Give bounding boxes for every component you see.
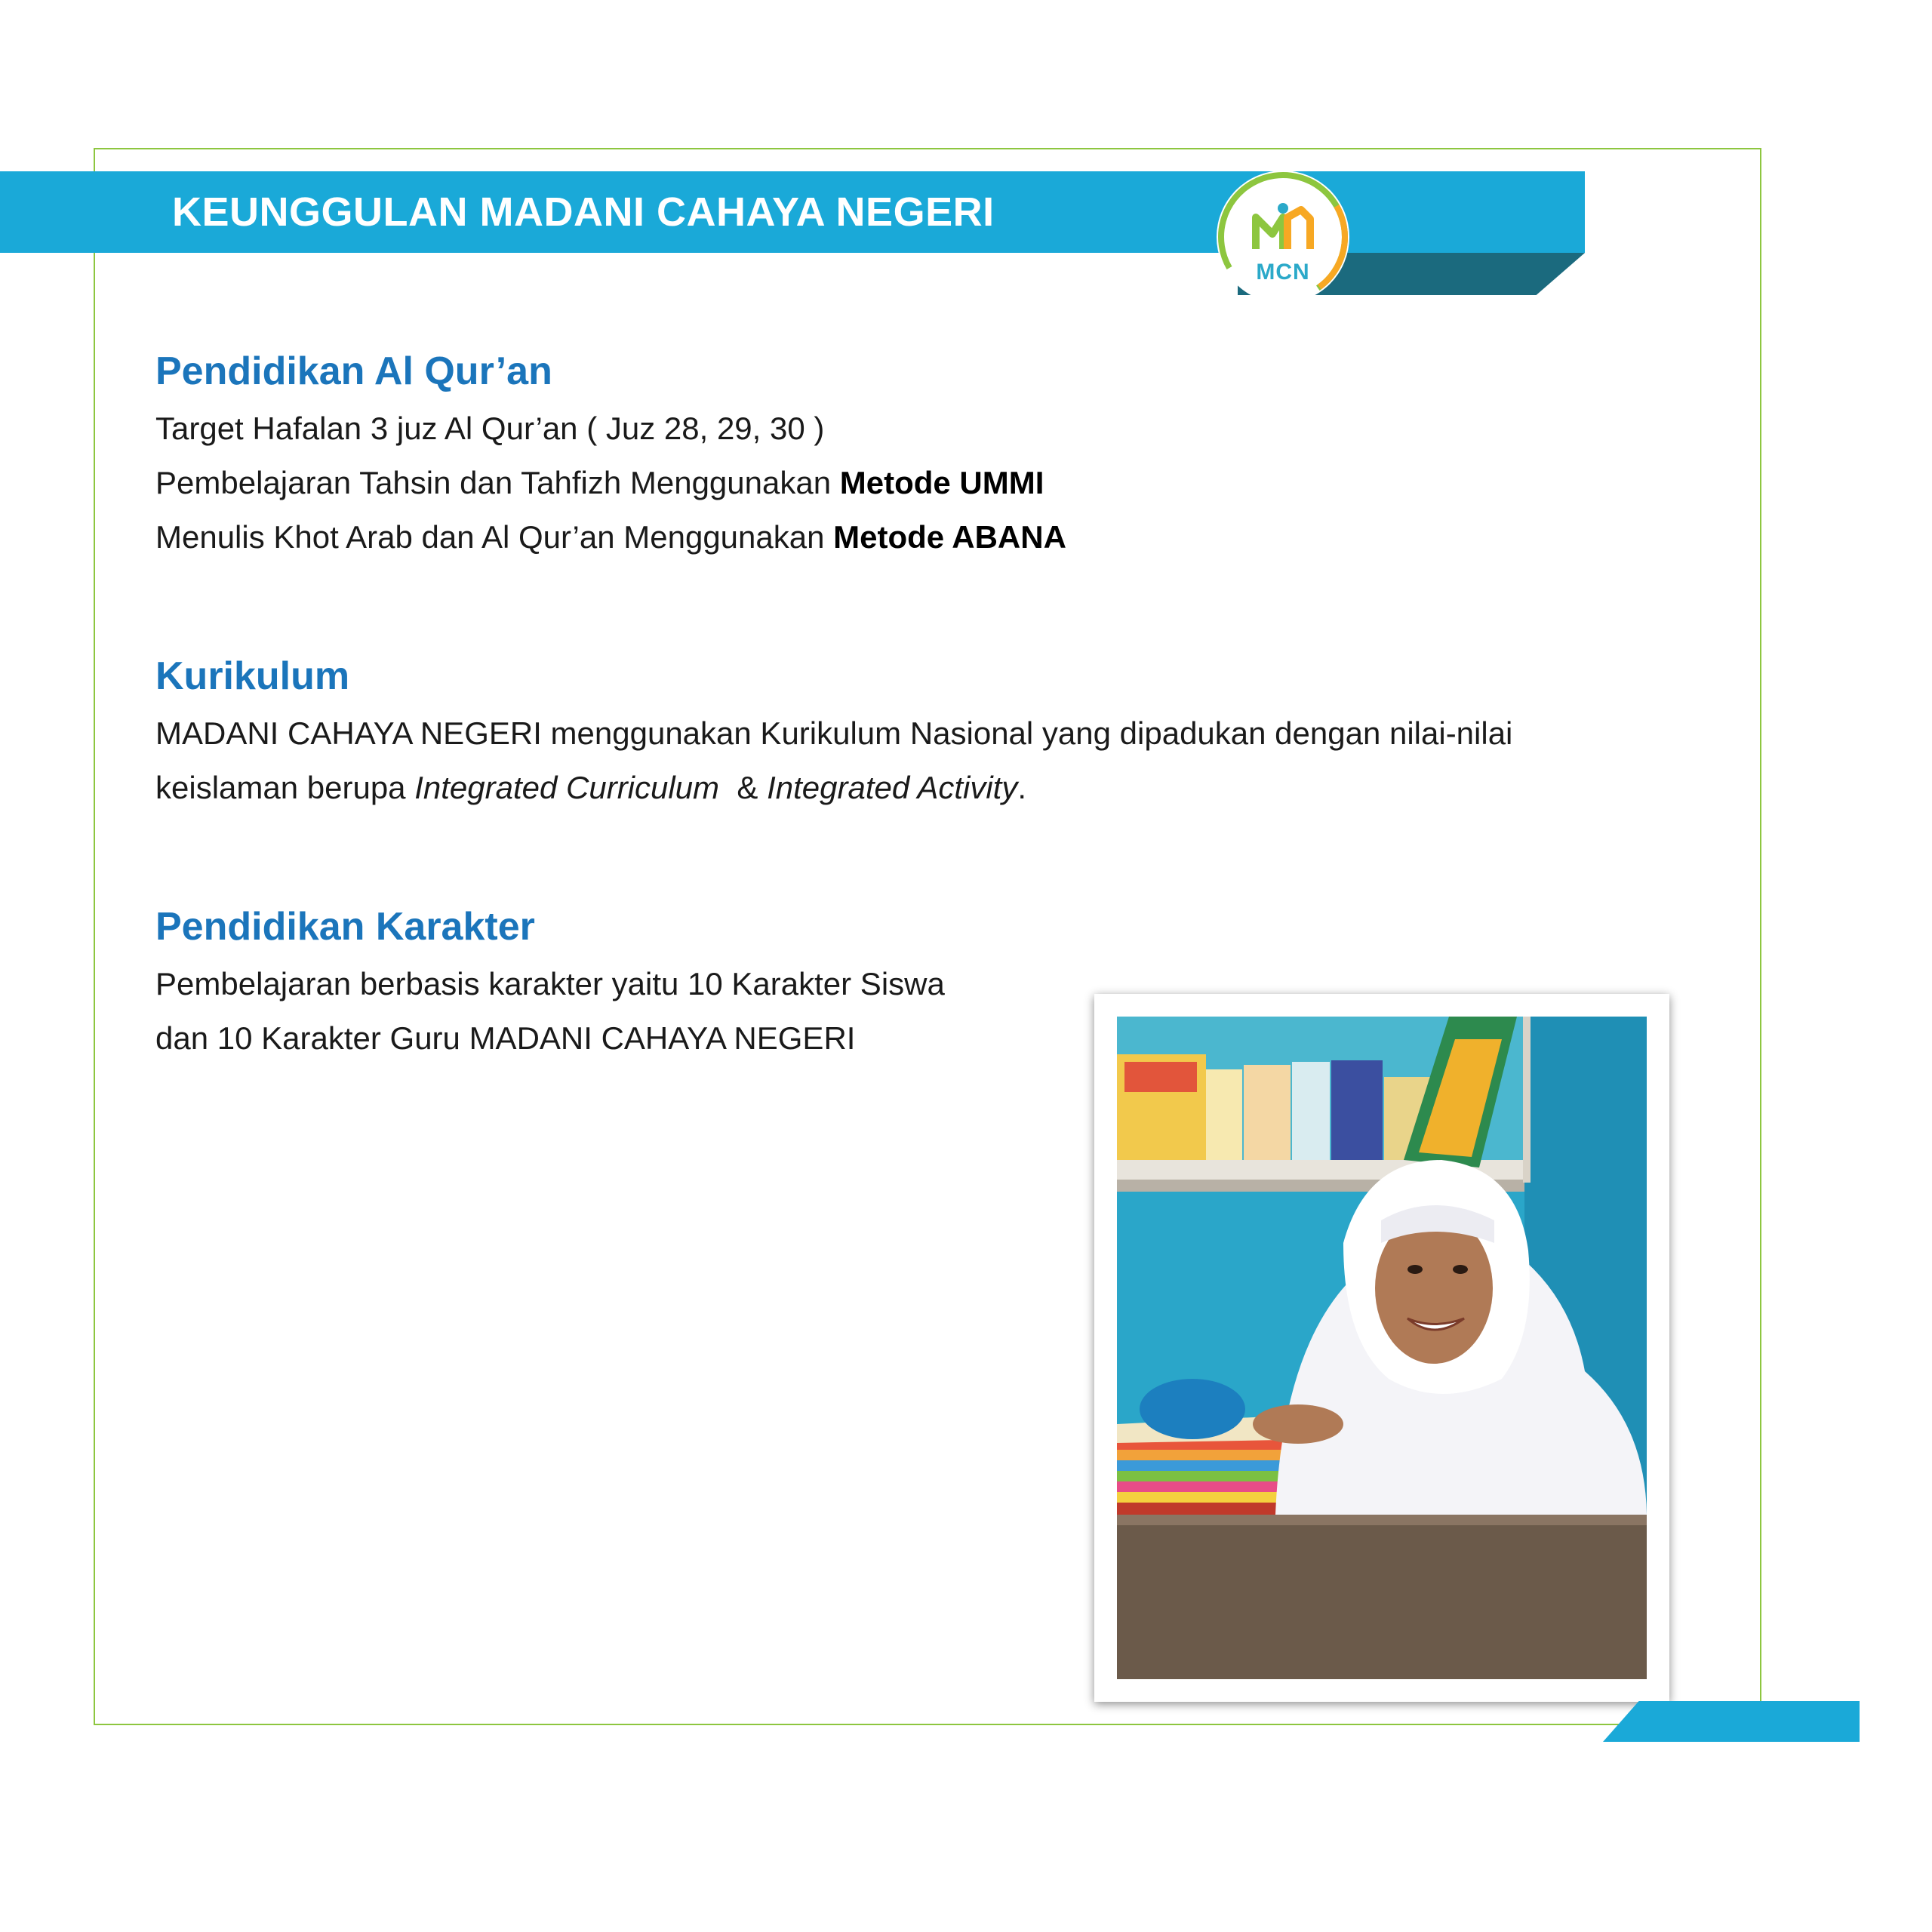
kurikulum-line-1 — [155, 715, 1512, 752]
karakter-line-2 — [155, 1020, 855, 1057]
quran-line-1 — [155, 411, 824, 447]
karakter-line-1-text: Pembelajaran berbasis karakter yaitu 10 Karakter Siswa — [155, 966, 945, 1001]
section-title-kurikulum: Kurikulum — [155, 654, 350, 698]
student-photo-image — [1117, 1017, 1647, 1679]
quran-line-2-bold: Metode UMMI — [839, 465, 1044, 500]
quran-line-1-text: Target Hafalan 3 juz Al Qur’an ( Juz 28, 29, 30 ) — [155, 411, 825, 446]
quran-line-3 — [155, 519, 1066, 555]
section-title-quran: Pendidikan Al Qur’an — [155, 349, 552, 393]
karakter-line-1 — [155, 966, 945, 1002]
quran-line-3-text: Menulis Khot Arab dan Al Qur’an Menggunakan — [155, 519, 834, 555]
kurikulum-italic-1: Integrated Curriculum — [414, 770, 720, 805]
mcn-logo — [1217, 171, 1349, 303]
kurikulum-end: . — [1017, 770, 1027, 805]
kurikulum-italic-2: Integrated Activity — [767, 770, 1018, 805]
quran-line-2-text: Pembelajaran Tahsin dan Tahfizh Menggunakan — [155, 465, 840, 500]
quran-line-2 — [155, 465, 1044, 501]
kurikulum-mid: & — [719, 770, 768, 805]
section-title-karakter: Pendidikan Karakter — [155, 905, 535, 949]
logo-text: MCN — [1256, 260, 1310, 285]
student-photo-card — [1094, 994, 1669, 1702]
corner-decoration — [1603, 1701, 1860, 1742]
page-title: KEUNGGULAN MADANI CAHAYA NEGERI — [172, 189, 995, 235]
kurikulum-line-2 — [155, 770, 1026, 806]
kurikulum-line-2-text: keislaman berupa — [155, 770, 415, 805]
karakter-line-2-text: dan 10 Karakter Guru MADANI CAHAYA NEGERI — [155, 1020, 856, 1056]
quran-line-3-bold: Metode ABANA — [833, 519, 1066, 555]
student-photo — [1117, 1017, 1647, 1679]
kurikulum-line-1-text: MADANI CAHAYA NEGERI menggunakan Kurikulum Nasional yang dipadukan dengan nilai-nilai — [155, 715, 1513, 751]
